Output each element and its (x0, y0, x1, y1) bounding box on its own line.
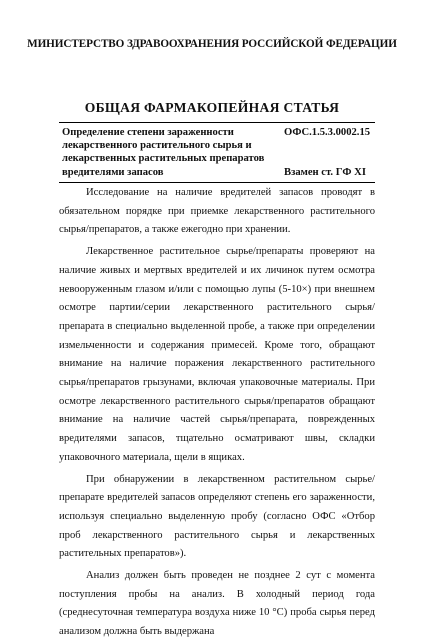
paragraph: Лекарственное растительное сырье/препараты проверяют на наличие живых и мертвых вредителей и их личинок путем осмотра невооруженным глазом и/или с помощью лупы (5-10×) при внешнем осмотре партии/серии лекарственного растительного сырья/препарата в специально выделенной пробе, а также при определении измельченности и содержания примесей. Кроме того, обращают внимание на наличие поражения лекарственного растительного сырья/препаратов грызунами, включая упаковочные материалы. При осмотре лекарственного растительного сырья/препаратов обращают внимание на наличие частей сырья/препарата, поврежденных вредителями запасов, тщательно осматривают швы, складки упаковочного материала, щели в ящиках. (59, 246, 375, 463)
paragraph: При обнаружении в лекарственном растительном сырье/препарате вредителей запасов определяют степень его зараженности, используя специально выделенную пробу (согласно ОФС «Отбор проб лекарственного растительного сырья и лекарственных растительных препаратов»). (59, 473, 375, 560)
article-type-title: ОБЩАЯ ФАРМАКОПЕЙНАЯ СТАТЬЯ (84, 100, 340, 115)
divider-top (59, 122, 375, 123)
article-code: ОФС.1.5.3.0002.15 (284, 127, 371, 138)
ministry-header: МИНИСТЕРСТВО ЗДРАВООХРАНЕНИЯ РОССИЙСКОЙ ФЕДЕРАЦИИ (27, 38, 397, 50)
paragraph: Исследование на наличие вредителей запасов проводят в обязательном порядке при приемке лекарственного растительного сырья/препаратов, а также ежегодно при хранении. (59, 187, 375, 236)
replaces-note: Взамен ст. ГФ XI (284, 166, 366, 178)
article-title: Определение степени зараженности лекарственного растительного сырья и лекарственных растительных препаратов вредителями запасов (62, 127, 265, 178)
article-body (59, 184, 375, 642)
article-meta (62, 126, 374, 180)
divider-bottom (59, 182, 375, 183)
paragraph: Анализ должен быть проведен не позднее 2 сут с момента поступления пробы на анализ. В холодный период года (среднесуточная температура воздуха ниже 10 °С) проба сырья перед анализом должна быть выдержана (59, 570, 375, 638)
